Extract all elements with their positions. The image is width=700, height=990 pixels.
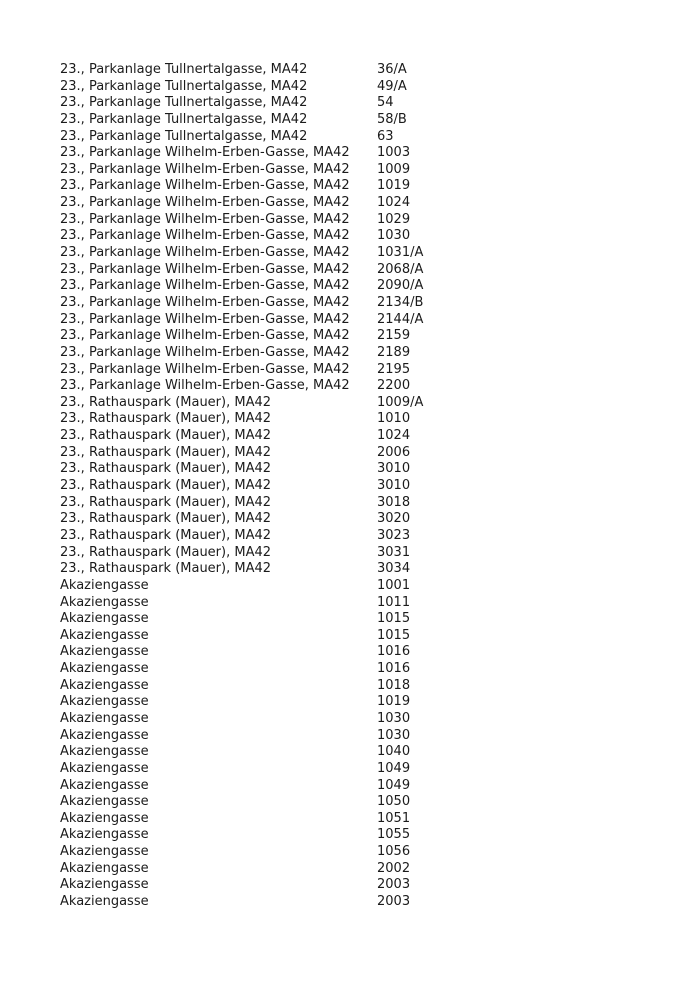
number-cell: 1015 — [377, 627, 411, 643]
location-cell: 23., Rathauspark (Mauer), MA42 — [60, 478, 272, 494]
location-list — [60, 62, 660, 911]
number-cell: 1010 — [377, 411, 411, 427]
location-cell: Akaziengasse — [60, 644, 149, 660]
list-row — [60, 877, 660, 894]
location-cell: 23., Parkanlage Wilhelm-Erben-Gasse, MA42 — [60, 195, 350, 211]
location-cell: 23., Rathauspark (Mauer), MA42 — [60, 494, 272, 510]
number-cell: 1015 — [377, 611, 411, 627]
list-row — [60, 129, 660, 146]
list-row — [60, 378, 660, 395]
list-row — [60, 228, 660, 245]
list-row — [60, 861, 660, 878]
number-cell: 1031/A — [377, 245, 424, 261]
location-cell: Akaziengasse — [60, 794, 149, 810]
number-cell: 2195 — [377, 361, 411, 377]
list-row — [60, 661, 660, 678]
location-cell: 23., Parkanlage Wilhelm-Erben-Gasse, MA42 — [60, 245, 350, 261]
list-row — [60, 195, 660, 212]
list-row — [60, 644, 660, 661]
location-cell: Akaziengasse — [60, 894, 149, 910]
location-cell: 23., Parkanlage Tullnertalgasse, MA42 — [60, 78, 308, 94]
list-row — [60, 178, 660, 195]
location-cell: 23., Rathauspark (Mauer), MA42 — [60, 461, 272, 477]
number-cell: 1050 — [377, 794, 411, 810]
location-cell: 23., Rathauspark (Mauer), MA42 — [60, 411, 272, 427]
list-row — [60, 395, 660, 412]
number-cell: 3010 — [377, 461, 411, 477]
number-cell: 2189 — [377, 344, 411, 360]
list-row — [60, 295, 660, 312]
location-cell: 23., Rathauspark (Mauer), MA42 — [60, 511, 272, 527]
list-row — [60, 511, 660, 528]
location-cell: 23., Parkanlage Wilhelm-Erben-Gasse, MA42 — [60, 228, 350, 244]
location-cell: 23., Parkanlage Wilhelm-Erben-Gasse, MA42 — [60, 145, 350, 161]
number-cell: 1040 — [377, 744, 411, 760]
location-cell: 23., Parkanlage Wilhelm-Erben-Gasse, MA42 — [60, 361, 350, 377]
location-cell: 23., Rathauspark (Mauer), MA42 — [60, 444, 272, 460]
location-cell: Akaziengasse — [60, 611, 149, 627]
number-cell: 1055 — [377, 827, 411, 843]
location-cell: 23., Rathauspark (Mauer), MA42 — [60, 561, 272, 577]
list-row — [60, 728, 660, 745]
list-row — [60, 162, 660, 179]
number-cell: 1030 — [377, 710, 411, 726]
list-row — [60, 112, 660, 129]
location-cell: Akaziengasse — [60, 860, 149, 876]
list-row — [60, 611, 660, 628]
location-cell: Akaziengasse — [60, 627, 149, 643]
location-cell: 23., Parkanlage Wilhelm-Erben-Gasse, MA42 — [60, 261, 350, 277]
list-row — [60, 428, 660, 445]
location-cell: Akaziengasse — [60, 827, 149, 843]
list-row — [60, 345, 660, 362]
number-cell: 1019 — [377, 694, 411, 710]
number-cell: 1049 — [377, 760, 411, 776]
number-cell: 1009 — [377, 161, 411, 177]
list-row — [60, 95, 660, 112]
list-row — [60, 595, 660, 612]
number-cell: 1030 — [377, 727, 411, 743]
location-cell: 23., Parkanlage Wilhelm-Erben-Gasse, MA42 — [60, 294, 350, 310]
location-cell: Akaziengasse — [60, 577, 149, 593]
number-cell: 2090/A — [377, 278, 424, 294]
number-cell: 3018 — [377, 494, 411, 510]
number-cell: 1024 — [377, 195, 411, 211]
list-row — [60, 528, 660, 545]
location-cell: 23., Parkanlage Wilhelm-Erben-Gasse, MA42 — [60, 211, 350, 227]
list-row — [60, 312, 660, 329]
location-cell: 23., Parkanlage Wilhelm-Erben-Gasse, MA42 — [60, 311, 350, 327]
location-cell: 23., Parkanlage Wilhelm-Erben-Gasse, MA42 — [60, 161, 350, 177]
number-cell: 1016 — [377, 644, 411, 660]
location-cell: Akaziengasse — [60, 694, 149, 710]
list-row — [60, 262, 660, 279]
number-cell: 2144/A — [377, 311, 424, 327]
number-cell: 2200 — [377, 378, 411, 394]
list-row — [60, 212, 660, 229]
list-row — [60, 328, 660, 345]
number-cell: 1030 — [377, 228, 411, 244]
location-cell: Akaziengasse — [60, 877, 149, 893]
location-cell: 23., Parkanlage Tullnertalgasse, MA42 — [60, 62, 308, 77]
list-row — [60, 79, 660, 96]
location-cell: 23., Rathauspark (Mauer), MA42 — [60, 394, 272, 410]
location-cell: Akaziengasse — [60, 760, 149, 776]
location-cell: 23., Parkanlage Wilhelm-Erben-Gasse, MA42 — [60, 278, 350, 294]
number-cell: 1001 — [377, 577, 411, 593]
location-cell: Akaziengasse — [60, 777, 149, 793]
list-row — [60, 362, 660, 379]
list-row — [60, 894, 660, 911]
number-cell: 3020 — [377, 511, 411, 527]
location-cell: 23., Rathauspark (Mauer), MA42 — [60, 527, 272, 543]
number-cell: 1024 — [377, 428, 411, 444]
location-cell: Akaziengasse — [60, 844, 149, 860]
number-cell: 36/A — [377, 62, 407, 77]
number-cell: 2002 — [377, 860, 411, 876]
list-row — [60, 495, 660, 512]
number-cell: 1029 — [377, 211, 411, 227]
number-cell: 1016 — [377, 661, 411, 677]
list-row — [60, 761, 660, 778]
location-cell: Akaziengasse — [60, 727, 149, 743]
number-cell: 58/B — [377, 111, 407, 127]
list-row — [60, 711, 660, 728]
number-cell: 1056 — [377, 844, 411, 860]
number-cell: 3034 — [377, 561, 411, 577]
number-cell: 1051 — [377, 810, 411, 826]
list-row — [60, 678, 660, 695]
list-row — [60, 844, 660, 861]
list-row — [60, 744, 660, 761]
number-cell: 2003 — [377, 894, 411, 910]
number-cell: 2134/B — [377, 294, 424, 310]
number-cell: 1049 — [377, 777, 411, 793]
list-row — [60, 628, 660, 645]
number-cell: 2006 — [377, 444, 411, 460]
location-cell: 23., Parkanlage Wilhelm-Erben-Gasse, MA42 — [60, 328, 350, 344]
number-cell: 2003 — [377, 877, 411, 893]
number-cell: 1018 — [377, 677, 411, 693]
number-cell: 3023 — [377, 527, 411, 543]
location-cell: 23., Parkanlage Wilhelm-Erben-Gasse, MA42 — [60, 344, 350, 360]
list-row — [60, 245, 660, 262]
number-cell: 2159 — [377, 328, 411, 344]
list-row — [60, 827, 660, 844]
location-cell: Akaziengasse — [60, 661, 149, 677]
list-row — [60, 811, 660, 828]
list-row — [60, 461, 660, 478]
location-cell: Akaziengasse — [60, 594, 149, 610]
list-row — [60, 578, 660, 595]
location-cell: Akaziengasse — [60, 710, 149, 726]
list-row — [60, 145, 660, 162]
number-cell: 1011 — [377, 594, 411, 610]
location-cell: Akaziengasse — [60, 744, 149, 760]
location-cell: 23., Parkanlage Tullnertalgasse, MA42 — [60, 95, 308, 111]
list-row — [60, 561, 660, 578]
location-cell: 23., Parkanlage Wilhelm-Erben-Gasse, MA42 — [60, 378, 350, 394]
number-cell: 2068/A — [377, 261, 424, 277]
number-cell: 3010 — [377, 478, 411, 494]
number-cell: 1003 — [377, 145, 411, 161]
list-row — [60, 278, 660, 295]
location-cell: Akaziengasse — [60, 810, 149, 826]
number-cell: 3031 — [377, 544, 411, 560]
list-row — [60, 62, 660, 79]
location-cell: 23., Parkanlage Tullnertalgasse, MA42 — [60, 111, 308, 127]
number-cell: 1009/A — [377, 394, 424, 410]
location-cell: 23., Rathauspark (Mauer), MA42 — [60, 544, 272, 560]
list-row — [60, 794, 660, 811]
number-cell: 1019 — [377, 178, 411, 194]
location-cell: 23., Parkanlage Tullnertalgasse, MA42 — [60, 128, 308, 144]
list-row — [60, 478, 660, 495]
list-row — [60, 411, 660, 428]
list-row — [60, 778, 660, 795]
location-cell: 23., Parkanlage Wilhelm-Erben-Gasse, MA42 — [60, 178, 350, 194]
number-cell: 63 — [377, 128, 394, 144]
number-cell: 49/A — [377, 78, 407, 94]
location-cell: 23., Rathauspark (Mauer), MA42 — [60, 428, 272, 444]
list-row — [60, 545, 660, 562]
location-cell: Akaziengasse — [60, 677, 149, 693]
list-row — [60, 694, 660, 711]
list-row — [60, 445, 660, 462]
number-cell: 54 — [377, 95, 394, 111]
